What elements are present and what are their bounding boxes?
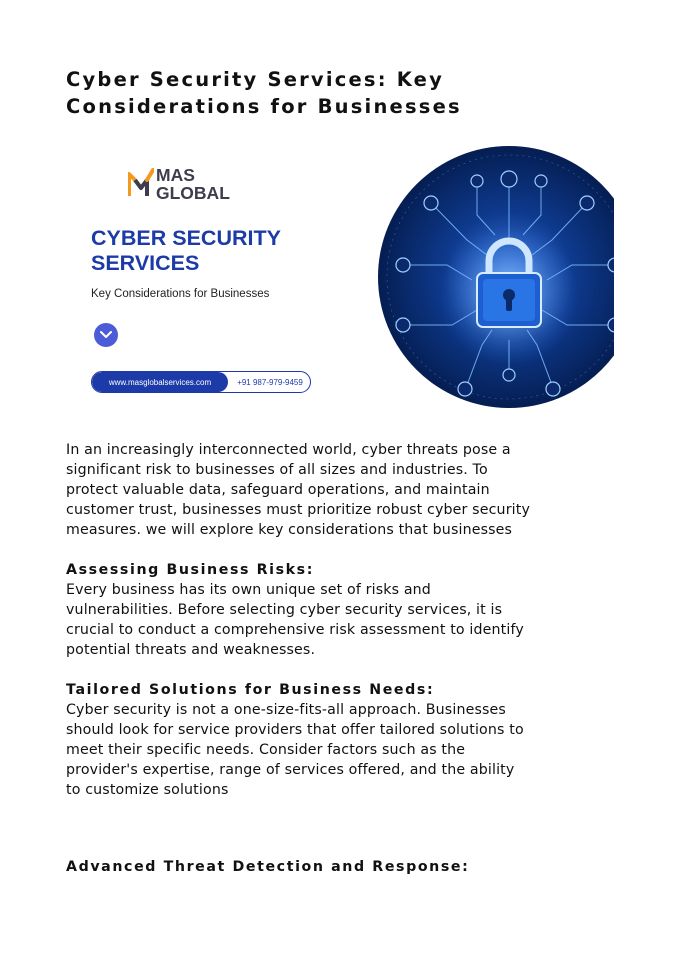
text-line: Cyber security is not a one-size-fits-all approach. Businesses: [66, 702, 506, 718]
website-link: www.masglobalservices.com: [92, 372, 228, 392]
section-heading-threat-detection: Advanced Threat Detection and Response:: [66, 859, 470, 875]
text-line: customer trust, businesses must prioritize robust cyber security: [66, 502, 531, 518]
page-title-line: Cyber Security Services: Key: [66, 68, 445, 91]
section-paragraph-tailored: [66, 700, 626, 800]
logo-mark-icon: [128, 166, 154, 198]
banner-title-line: CYBER SECURITY: [91, 226, 281, 250]
banner-title: [91, 226, 351, 276]
banner-title-line: SERVICES: [91, 251, 200, 275]
logo-text-line: GLOBAL: [156, 183, 230, 203]
text-line: vulnerabilities. Before selecting cyber security services, it is: [66, 602, 503, 618]
logo-wordmark: [156, 166, 230, 202]
text-line: should look for service providers that offer tailored solutions to: [66, 722, 524, 738]
scroll-down-button: [94, 323, 118, 347]
banner-subtitle: Key Considerations for Businesses: [91, 288, 270, 300]
text-line: crucial to conduct a comprehensive risk assessment to identify: [66, 622, 524, 638]
text-line: measures. we will explore key considerations that businesses: [66, 522, 513, 538]
text-line: Every business has its own unique set of risks and: [66, 582, 431, 598]
text-line: potential threats and weaknesses.: [66, 642, 316, 658]
contact-pill: [91, 371, 311, 393]
text-line: significant risk to businesses of all sizes and industries. To: [66, 462, 488, 478]
article-body: [66, 440, 626, 800]
text-line: provider's expertise, range of services offered, and the ability: [66, 762, 515, 778]
page-title: [66, 66, 626, 120]
section-paragraph-risks: [66, 580, 626, 660]
phone-number: +91 987-979-9459: [237, 377, 303, 387]
text-line: to customize solutions: [66, 782, 229, 798]
text-line: meet their specific needs. Consider factors such as the: [66, 742, 466, 758]
promo-banner: [66, 140, 614, 412]
intro-paragraph: [66, 440, 626, 540]
section-heading-tailored: Tailored Solutions for Business Needs:: [66, 682, 435, 698]
text-line: In an increasingly interconnected world, cyber threats pose a: [66, 442, 511, 458]
cyber-security-illustration: [377, 145, 614, 409]
logo-text-line: MAS: [156, 165, 195, 185]
mas-global-logo: [128, 166, 278, 206]
text-line: protect valuable data, safeguard operations, and maintain: [66, 482, 490, 498]
page-title-line: Considerations for Businesses: [66, 95, 462, 118]
chevron-down-icon: [100, 331, 112, 339]
section-heading-risks: Assessing Business Risks:: [66, 562, 314, 578]
